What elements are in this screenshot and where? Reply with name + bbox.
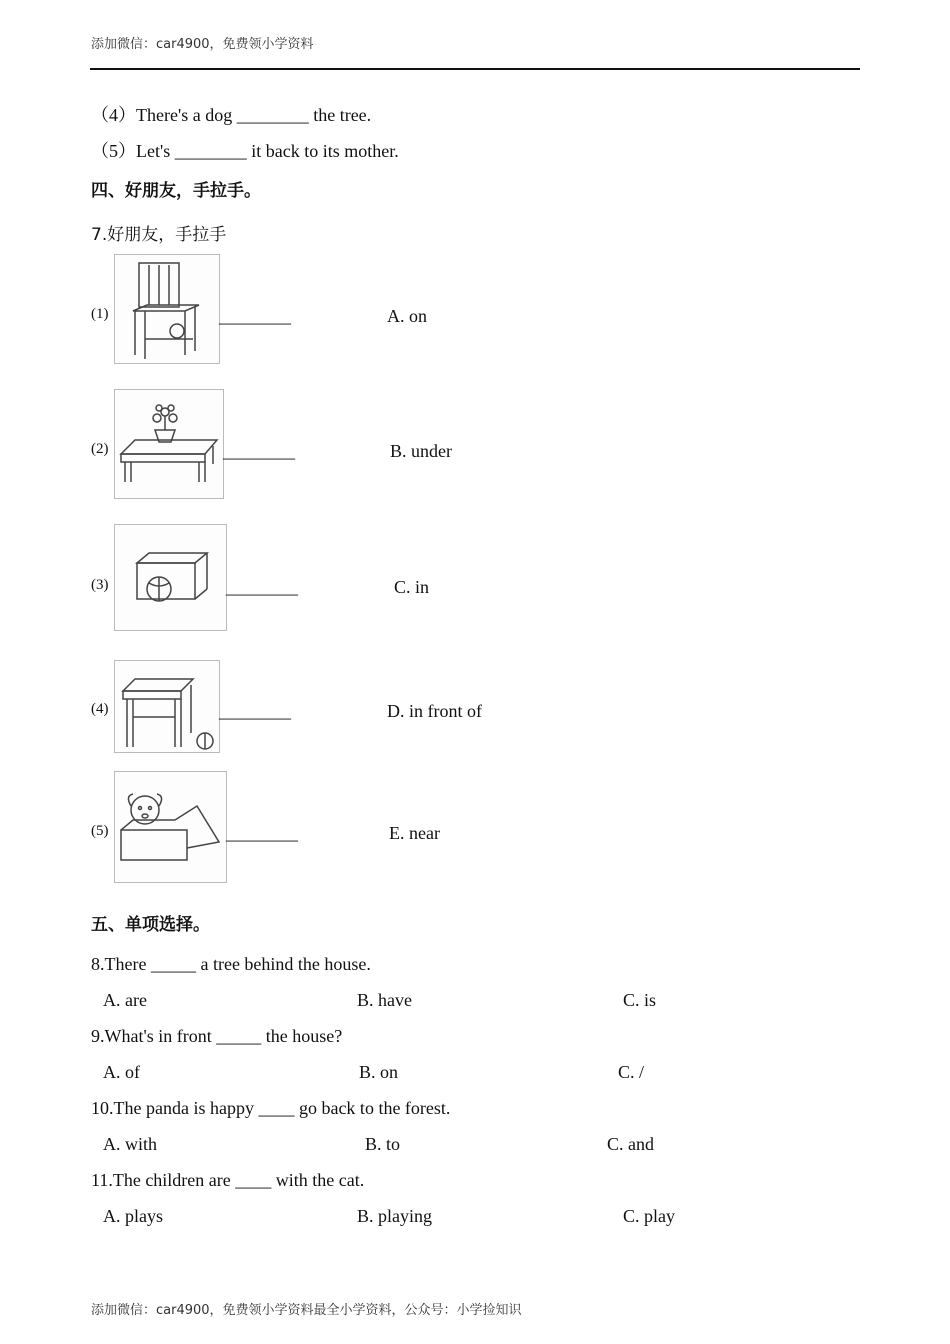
section-4-title: 四、好朋友，手拉手。 [91,181,261,201]
question-5-line: （5）Let's ________ it back to its mother. [91,141,399,161]
question-9-option-a[interactable]: A. of [103,1062,140,1082]
question-11-option-c[interactable]: C. play [623,1206,675,1226]
chair-with-ball-under-icon [114,254,220,364]
page-footer: 添加微信：car4900，免费领小学资料最全小学资料，公众号：小学捡知识 [91,1303,522,1318]
question-8-stem: 8.There _____ a tree behind the house. [91,954,371,974]
item-3-number: (3) [91,577,109,593]
header-rule [90,68,860,70]
item-4-number: (4) [91,701,109,717]
question-8-option-b[interactable]: B. have [357,990,412,1010]
item-5-blank[interactable]: ________ [226,823,298,843]
option-e: E. near [389,823,440,843]
item-4-blank[interactable]: ________ [219,701,291,721]
item-2-number: (2) [91,441,109,457]
item-3-blank[interactable]: ________ [226,577,298,597]
question-7-title: 7.好朋友，手拉手 [91,225,227,245]
item-5-number: (5) [91,823,109,839]
question-9-option-b[interactable]: B. on [359,1062,399,1082]
question-9-stem: 9.What's in front _____ the house? [91,1026,343,1046]
question-10-option-a[interactable]: A. with [103,1134,157,1154]
question-9-option-c[interactable]: C. / [618,1062,645,1082]
flower-on-table-icon [114,389,224,499]
dog-in-box-icon [114,771,227,883]
option-d: D. in front of [387,701,482,721]
question-10-option-b[interactable]: B. to [365,1134,401,1154]
item-1-number: (1) [91,306,109,322]
question-11-option-a[interactable]: A. plays [103,1206,163,1226]
item-2-blank[interactable]: ________ [223,441,295,461]
ball-near-table-icon [114,660,220,753]
question-11-option-b[interactable]: B. playing [357,1206,432,1226]
question-8-option-a[interactable]: A. are [103,990,147,1010]
question-4-line: （4）There's a dog ________ the tree. [91,105,372,125]
question-10-stem: 10.The panda is happy ____ go back to the forest. [91,1098,451,1118]
option-a: A. on [387,306,427,326]
ball-in-front-of-box-icon [114,524,227,631]
option-c: C. in [394,577,430,597]
section-5-title: 五、单项选择。 [91,915,210,935]
question-8-option-c[interactable]: C. is [623,990,657,1010]
question-11-stem: 11.The children are ____ with the cat. [91,1170,365,1190]
question-10-option-c[interactable]: C. and [607,1134,654,1154]
option-b: B. under [390,441,452,461]
item-1-blank[interactable]: ________ [219,306,291,326]
page-header: 添加微信：car4900，免费领小学资料 [91,37,314,52]
